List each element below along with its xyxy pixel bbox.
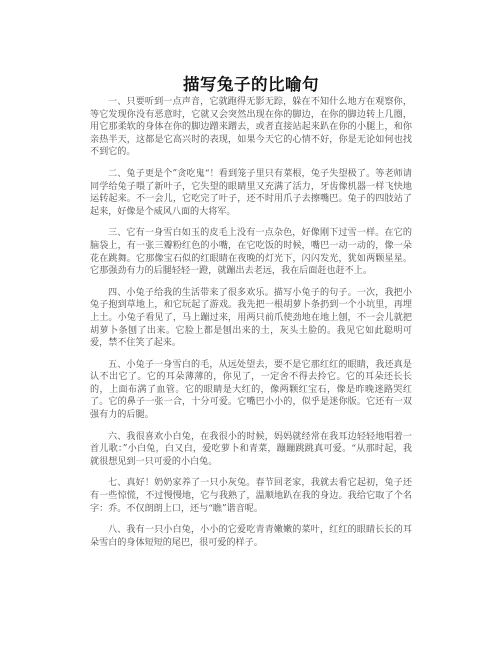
paragraph-6: 六、我很喜欢小白兔，在我很小的时候，妈妈就经常在我耳边轻轻地唱着一首儿歌：”小白兔，白又白，爱吃萝卜和青菜，蹦蹦跳跳真可爱。“从那时起，我就很想见到一只可爱的小白兔。 xyxy=(90,431,412,467)
paragraph-2: 二、兔子更是个”贪吃鬼“！看到笼子里只有菜根，兔子失望极了。等老师请同学给兔子喂了新叶子，它失望的眼睛里又充满了活力，牙齿像机器一样飞快地运转起来。不一会儿，它吃完了叶子，还不时用爪子去擦嘴巴。兔子的四肢站了起来，好像是个威风八面的大将军。 xyxy=(90,168,412,217)
paragraph-3: 三、它有一身雪白如玉的皮毛上没有一点杂色，好像刚下过雪一样。在它的脑袋上，有一张三瓣粉红色的小嘴，在它吃饭的时候，嘴巴一动一动的，像一朵花在跳舞。它那像宝石似的红眼睛在夜晚的灯光下，闪闪发光，犹如两颗星星。它那强劲有力的后腿轻轻一蹬，就蹦出去老远，我在后面赶也赶不上。 xyxy=(90,228,412,277)
paragraph-1: 一、只要听到一点声音，它就跑得无影无踪，躲在不知什么地方在观察你，等它发现你没有恶意时，它就又会突然出现在你的脚边，在你的脚边转上几圈，用它那柔软的身体在你的脚边蹭来蹭去，或者直接站起来趴在你的小腿上，和你亲热半天，这都是它高兴时的表现，如果今天它的心情不好，你是无论如何也找不到它的。 xyxy=(90,97,412,158)
page-title: 描写兔子的比喻句 xyxy=(183,75,319,95)
document-body xyxy=(90,96,412,558)
paragraph-7: 七、真好！奶奶家养了一只小灰兔。春节回老家，我就去看它起初，兔子还有一些惊慌，不过慢慢地，它与我熟了，温顺地趴在我的身边。我给它取了个名字：乔。不仅朗朗上口，还与“瞧”谐音呢。 xyxy=(90,478,412,514)
paragraph-8: 八、我有一只小白兔，小小的它爱吃青青嫩嫩的菜叶，红红的眼睛长长的耳朵雪白的身体短短的尾巴，很可爱的样子。 xyxy=(90,525,412,548)
paragraph-5: 五、小兔子一身雪白的毛，从远处望去，要不是它那红红的眼睛，我还真是认不出它了。它的耳朵薄薄的，你见了，一定舍不得去拎它。它的耳朵还长长的，上面布满了血管。它的眼睛是大红的，像两颗红宝石，像是昨晚迷路哭红了。它的鼻子一张一合，十分可爱。它嘴巴小小的，似乎是迷你版。它还有一双强有力的后腿。 xyxy=(90,359,412,421)
paragraph-4: 四、小兔子给我的生活带来了很多欢乐。描写小兔子的句子。一次，我把小兔子抱到草地上，和它玩起了游戏。我先把一根胡萝卜条扔到一个小坑里，再埋上土。小兔子看见了，马上蹦过来，用两只前爪使劲地在地上刨，不一会儿就把胡萝卜条刨了出来。它脸上都是刨出来的土，灰头土脸的。我见它如此聪明可爱，禁不住笑了起来。 xyxy=(90,287,412,349)
